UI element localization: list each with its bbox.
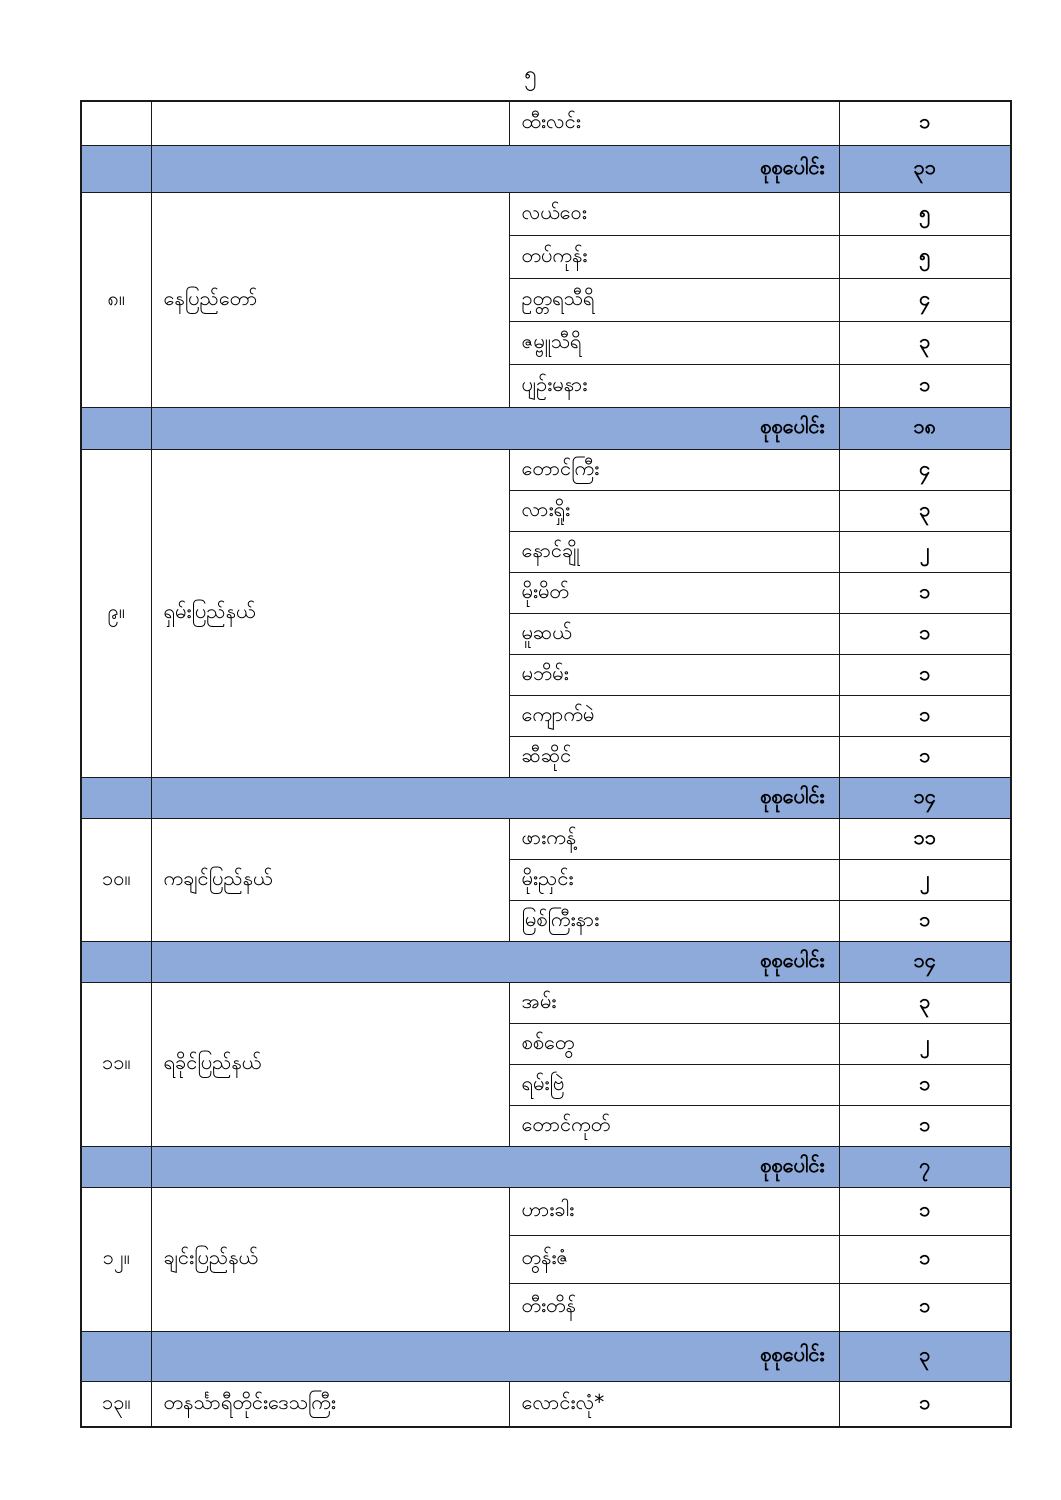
township-cell: ဆီဆိုင် [509,736,839,777]
township-cell: လောင်းလုံ* [509,1381,839,1427]
count-cell: ၅ [839,235,1011,278]
township-row [81,1381,1011,1427]
total-row-spacer-cell [81,777,151,818]
total-row [81,777,1011,818]
page-number: ၅ [524,62,537,87]
section-number-cell: ၈။ [81,192,151,407]
total-value-cell: ၃ [839,1331,1011,1381]
count-cell: ၁ [839,613,1011,654]
region-cell: ရှမ်းပြည်နယ် [151,449,509,777]
township-cell: မဘိမ်း [509,654,839,695]
township-cell: တီးတိန် [509,1283,839,1331]
township-cell: ထီးလင်း [509,101,839,145]
total-value-cell: ၇ [839,1146,1011,1187]
count-cell: ၄ [839,278,1011,321]
township-row [81,101,1011,145]
total-row [81,1331,1011,1381]
township-cell: ဇမ္ဗူသီရိ [509,321,839,364]
count-cell: ၃ [839,490,1011,531]
township-cell: နောင်ချို [509,531,839,572]
township-cell: ပျဉ်းမနား [509,364,839,407]
region-cell: တနင်္သာရီတိုင်းဒေသကြီး [151,1381,509,1427]
count-cell: ၂ [839,531,1011,572]
township-cell: တောင်ကြီး [509,449,839,490]
township-cell: လားရှိုး [509,490,839,531]
township-cell: ရမ်းဗြဲ [509,1064,839,1105]
total-row [81,145,1011,192]
township-row [81,449,1011,490]
total-row [81,1146,1011,1187]
count-cell: ၁၁ [839,818,1011,859]
count-cell: ၁ [839,1381,1011,1427]
total-value-cell: ၃၁ [839,145,1011,192]
total-label-cell: စုစုပေါင်း [151,407,839,449]
township-cell: မိုးညှင်း [509,859,839,900]
region-cell: ရခိုင်ပြည်နယ် [151,982,509,1146]
township-cell: တွန်းဇံ [509,1235,839,1283]
total-label-cell: စုစုပေါင်း [151,1146,839,1187]
region-cell: နေပြည်တော် [151,192,509,407]
count-cell: ၁ [839,654,1011,695]
count-cell: ၁ [839,900,1011,941]
township-cell: မြစ်ကြီးနား [509,900,839,941]
count-cell: ၁ [839,364,1011,407]
township-cell: ဟားခါး [509,1187,839,1235]
total-label-cell: စုစုပေါင်း [151,941,839,982]
count-cell: ၁ [839,695,1011,736]
region-cell: ကချင်ပြည်နယ် [151,818,509,941]
count-cell: ၃ [839,982,1011,1023]
township-cell: မိုးမိတ် [509,572,839,613]
count-cell: ၂ [839,1023,1011,1064]
region-cell: ချင်းပြည်နယ် [151,1187,509,1331]
section-number-cell: ၁၀။ [81,818,151,941]
township-row [81,1187,1011,1235]
township-cell: အမ်း [509,982,839,1023]
township-cell: စစ်တွေ [509,1023,839,1064]
count-cell: ၁ [839,1105,1011,1146]
total-label-cell: စုစုပေါင်း [151,777,839,818]
count-cell: ၄ [839,449,1011,490]
count-cell: ၃ [839,321,1011,364]
count-cell: ၁ [839,736,1011,777]
township-cell: ဥတ္တရသီရိ [509,278,839,321]
total-label-cell: စုစုပေါင်း [151,1331,839,1381]
total-row-spacer-cell [81,1331,151,1381]
total-row-spacer-cell [81,1146,151,1187]
total-label-cell: စုစုပေါင်း [151,145,839,192]
count-cell: ၂ [839,859,1011,900]
township-cell: လယ်ဝေး [509,192,839,235]
township-cell: တပ်ကုန်း [509,235,839,278]
section-number-cell: ၁၃။ [81,1381,151,1427]
total-value-cell: ၁၄ [839,777,1011,818]
total-value-cell: ၁၄ [839,941,1011,982]
township-cell: ဖားကန့် [509,818,839,859]
total-row [81,407,1011,449]
township-cell: မူဆယ် [509,613,839,654]
count-cell: ၁ [839,572,1011,613]
section-number-cell: ၁၂။ [81,1187,151,1331]
count-cell: ၁ [839,1064,1011,1105]
total-value-cell: ၁၈ [839,407,1011,449]
total-row-spacer-cell [81,145,151,192]
township-cell: တောင်ကုတ် [509,1105,839,1146]
total-row-spacer-cell [81,941,151,982]
count-cell: ၁ [839,1187,1011,1235]
township-row [81,982,1011,1023]
section-number-cell: ၉။ [81,449,151,777]
section-number-cell [81,101,151,145]
township-count-table [80,100,1012,1428]
total-row [81,941,1011,982]
section-number-cell: ၁၁။ [81,982,151,1146]
count-cell: ၁ [839,1235,1011,1283]
township-cell: ကျောက်မဲ [509,695,839,736]
count-cell: ၅ [839,192,1011,235]
region-cell [151,101,509,145]
total-row-spacer-cell [81,407,151,449]
count-cell: ၁ [839,101,1011,145]
count-cell: ၁ [839,1283,1011,1331]
township-row [81,818,1011,859]
township-row [81,192,1011,235]
